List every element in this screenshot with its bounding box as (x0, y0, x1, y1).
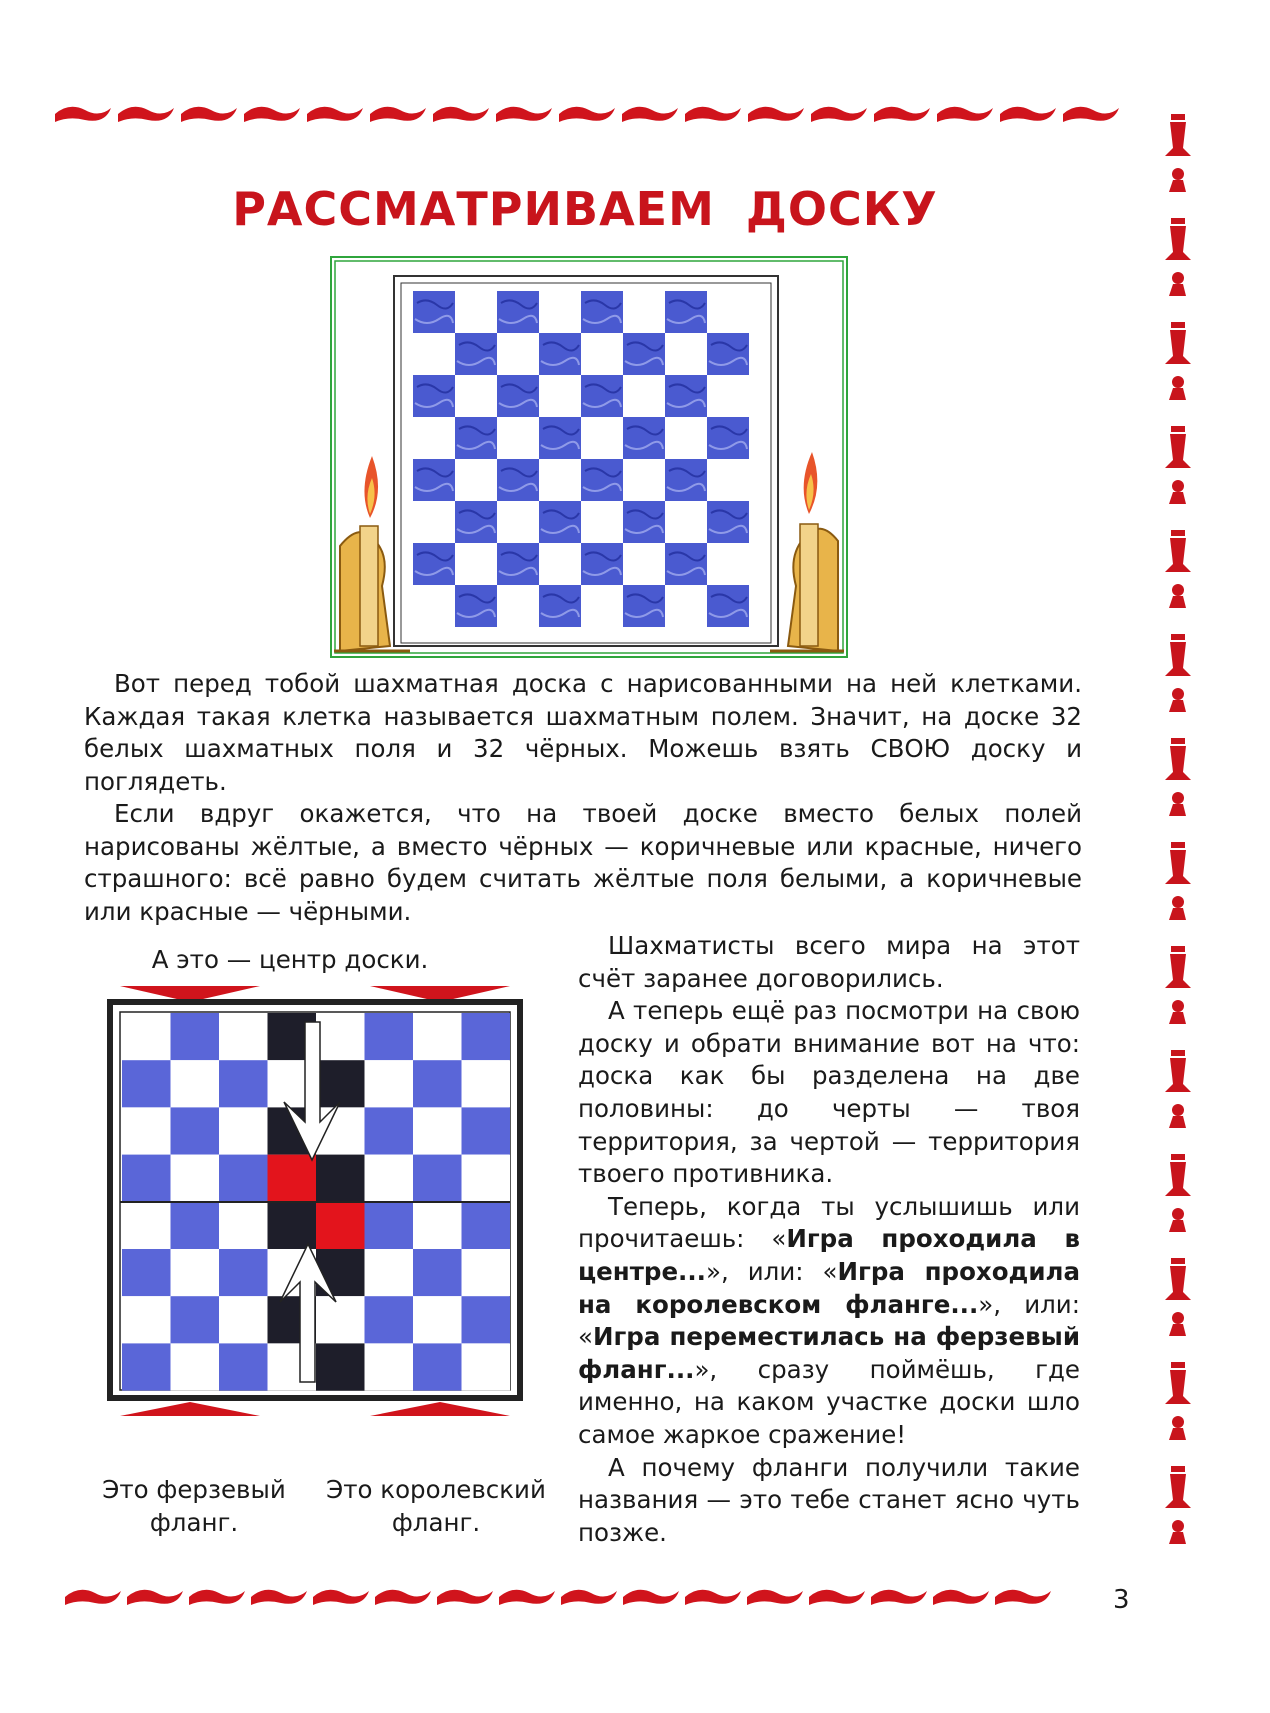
board-square (707, 501, 749, 543)
diagram-square (365, 1343, 414, 1390)
diagram-square (171, 1013, 220, 1060)
board-square (707, 291, 749, 333)
board-square (665, 501, 707, 543)
board-square (707, 417, 749, 459)
board-square (497, 333, 539, 375)
board-square (539, 501, 581, 543)
board-square (455, 333, 497, 375)
board-square (413, 585, 455, 627)
board-square (455, 417, 497, 459)
intro-text (84, 668, 1082, 928)
diagram-square (122, 1296, 171, 1343)
diagram-square (365, 1013, 414, 1060)
diagram-square (462, 1249, 511, 1296)
diagram-square (316, 1296, 365, 1343)
board-square (665, 291, 707, 333)
diagram-square (413, 1249, 462, 1296)
diagram-square (413, 1343, 462, 1390)
board-square (413, 417, 455, 459)
board-square (581, 417, 623, 459)
board-square (413, 375, 455, 417)
right-column-text (578, 930, 1080, 1549)
board-square (455, 459, 497, 501)
board-square (707, 375, 749, 417)
board-square (539, 375, 581, 417)
diagram-square (365, 1202, 414, 1249)
board-square (413, 333, 455, 375)
board-square (539, 459, 581, 501)
diagram-square (413, 1202, 462, 1249)
board-square (665, 375, 707, 417)
diagram-square (122, 1249, 171, 1296)
board-square (413, 501, 455, 543)
board-square (581, 459, 623, 501)
queenside-bottom-arrow-icon (120, 1402, 260, 1416)
diagram-square (413, 1107, 462, 1154)
board-square (707, 585, 749, 627)
diagram-square (219, 1296, 268, 1343)
board-square (707, 543, 749, 585)
board-square (455, 375, 497, 417)
board-square (413, 459, 455, 501)
board-square (497, 459, 539, 501)
board-square (623, 543, 665, 585)
diagram-square (219, 1060, 268, 1107)
board-square (623, 585, 665, 627)
board-square (623, 291, 665, 333)
p3-text-a: Теперь, когда ты услышишь или прочитаешь: « (578, 1191, 1080, 1254)
board-square (581, 585, 623, 627)
kingside-bottom-arrow-icon (370, 1402, 510, 1416)
diagram-square (365, 1060, 414, 1107)
board-square (497, 375, 539, 417)
diagram-square (219, 1249, 268, 1296)
bottom-ornament-border (65, 1583, 1065, 1613)
right-paragraph-3 (578, 1191, 1080, 1452)
board-square (581, 375, 623, 417)
diagram-square (413, 1013, 462, 1060)
intro-paragraph-2: Если вдруг окажется, что на твоей доске вместо белых полей нарисованы жёлтые, а вместо чёрных — коричневые или красные, ничего страшного: всё равно будем считать жёлтые поля белыми, а коричневые или красные — чёрными. (84, 799, 1082, 926)
diagram-square (316, 1202, 365, 1249)
diagram-square (462, 1060, 511, 1107)
queenside-caption: Это ферзевый фланг. (102, 1475, 286, 1537)
diagram-square (316, 1013, 365, 1060)
p3-quote-kingside: Игра проходила на королевском фланге... (578, 1256, 1080, 1319)
chessboard-illustration (330, 256, 848, 658)
diagram-square (171, 1296, 220, 1343)
diagram-square (462, 1107, 511, 1154)
board-square (497, 543, 539, 585)
chess-piece-border (1155, 110, 1205, 1570)
board-square (665, 585, 707, 627)
diagram-square (316, 1343, 365, 1390)
board-square (455, 585, 497, 627)
page-number: 3 (1113, 1585, 1130, 1615)
diagram-square (219, 1013, 268, 1060)
board-square (413, 291, 455, 333)
diagram-square (171, 1155, 220, 1202)
diagram-square (122, 1343, 171, 1390)
diagram-square (171, 1343, 220, 1390)
board-square (665, 459, 707, 501)
diagram-square (122, 1060, 171, 1107)
board-square (707, 333, 749, 375)
diagram-square (219, 1155, 268, 1202)
top-ornament-border (55, 100, 1135, 130)
diagram-square (122, 1013, 171, 1060)
board-square (581, 333, 623, 375)
right-paragraph-4: А почему фланги получили такие названия — это тебе станет ясно чуть позже. (578, 1452, 1080, 1547)
p3-text-g: », сразу поймёшь, где именно, на каком участке доски шло самое жаркое сражение! (578, 1354, 1080, 1449)
board-square (497, 501, 539, 543)
diagram-square (268, 1202, 317, 1249)
right-paragraph-2: А теперь ещё раз посмотри на свою доску и обрати внимание вот на что: доска как бы разделена на две половины: до черты — твоя территория, за чертой — территория твоего противника. (578, 996, 1080, 1189)
diagram-square (268, 1155, 317, 1202)
diagram-square (171, 1249, 220, 1296)
board-square (539, 417, 581, 459)
right-paragraph-1: Шахматисты всего мира на этот счёт заранее договорились. (578, 931, 1080, 993)
diagram-square (365, 1107, 414, 1154)
board-square (497, 585, 539, 627)
diagram-square (365, 1155, 414, 1202)
board-square (665, 417, 707, 459)
diagram-square (171, 1202, 220, 1249)
board-square (539, 291, 581, 333)
board-square (539, 585, 581, 627)
diagram-square (462, 1155, 511, 1202)
kingside-caption: Это королевский фланг. (326, 1475, 546, 1537)
board-square (455, 291, 497, 333)
diagram-square (316, 1060, 365, 1107)
board-square (455, 501, 497, 543)
p3-text-c: », или: « (705, 1256, 838, 1286)
diagram-square (122, 1202, 171, 1249)
board-square (623, 459, 665, 501)
board-square (623, 333, 665, 375)
board-square (665, 333, 707, 375)
diagram-square (219, 1343, 268, 1390)
board-square (623, 501, 665, 543)
board-square (539, 543, 581, 585)
diagram-square (413, 1296, 462, 1343)
diagram-square (316, 1155, 365, 1202)
p3-text-e: », или: « (578, 1289, 1080, 1352)
diagram-square (122, 1107, 171, 1154)
page-title: РАССМАТРИВАЕМ ДОСКУ (232, 182, 938, 236)
board-square (497, 291, 539, 333)
diagram-square (219, 1202, 268, 1249)
board-square (497, 417, 539, 459)
diagram-square (122, 1155, 171, 1202)
diagram-square (462, 1202, 511, 1249)
diagram-square (462, 1296, 511, 1343)
diagram-square (413, 1060, 462, 1107)
diagram-square (365, 1249, 414, 1296)
diagram-square (219, 1107, 268, 1154)
diagram-square (171, 1107, 220, 1154)
board-square (581, 543, 623, 585)
board-square (581, 501, 623, 543)
board-center-diagram (100, 982, 530, 1422)
board-square (623, 417, 665, 459)
p3-quote-queenside: Игра переместилась на ферзевый фланг... (578, 1322, 1080, 1384)
p3-quote-center: Игра проходила в центре... (578, 1224, 1080, 1286)
diagram-square (462, 1013, 511, 1060)
board-square (581, 291, 623, 333)
diagram-square (413, 1155, 462, 1202)
board-square (707, 459, 749, 501)
diagram-square (462, 1343, 511, 1390)
board-square (413, 543, 455, 585)
center-caption: А это — центр доски. (151, 945, 429, 974)
board-square (665, 543, 707, 585)
board-square (539, 333, 581, 375)
board-square (455, 543, 497, 585)
diagram-square (365, 1296, 414, 1343)
diagram-square (171, 1060, 220, 1107)
board-square (623, 375, 665, 417)
intro-paragraph-1: Вот перед тобой шахматная доска с нарисованными на ней клетками. Каждая такая клетка называется шахматным полем. Значит, на доске 32 белых шахматных поля и 32 чёрных. Можешь взять СВОЮ доску и поглядеть. (84, 669, 1082, 796)
